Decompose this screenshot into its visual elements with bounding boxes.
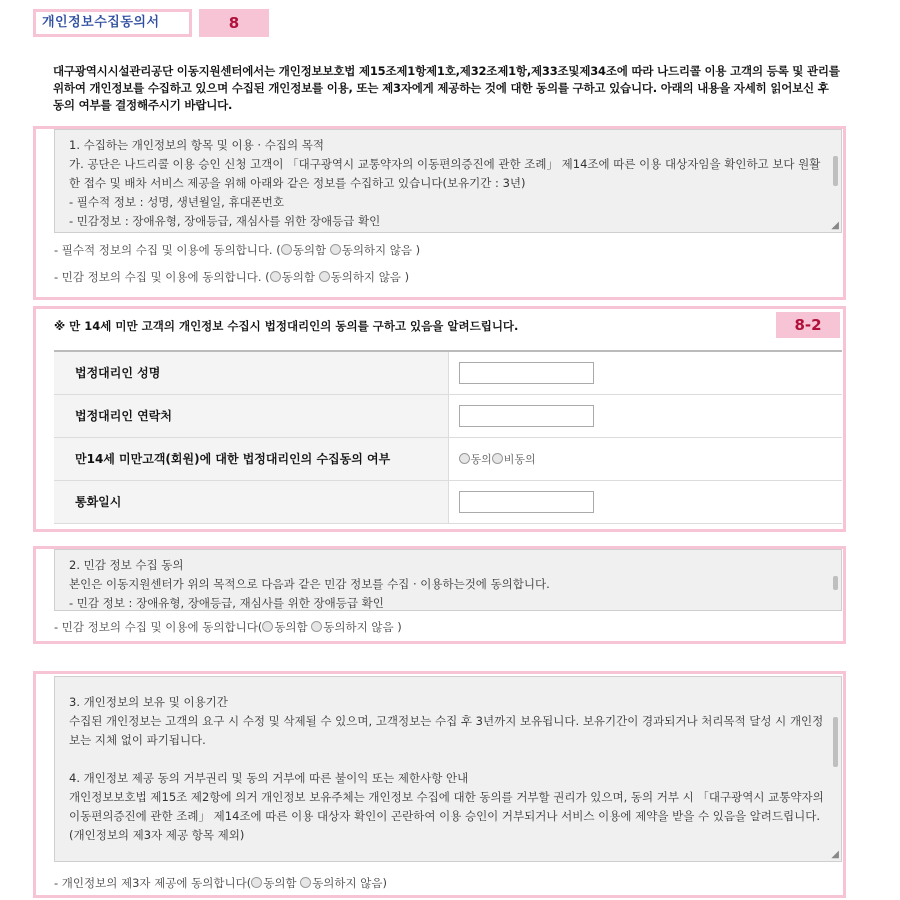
scrollbar[interactable] bbox=[833, 717, 838, 767]
agree-radio[interactable] bbox=[262, 621, 273, 632]
guardian-phone-label: 법정대리인 연락처 bbox=[54, 394, 448, 437]
required-info-consent bbox=[54, 242, 420, 258]
resize-handle-icon[interactable]: ◢ bbox=[831, 220, 839, 231]
consent-label: - 개인정보의 제3자 제공에 동의합니다( bbox=[54, 876, 252, 890]
call-datetime-label: 통화일시 bbox=[54, 480, 448, 523]
guardian-agree-radio[interactable] bbox=[459, 453, 470, 464]
consent-suffix: ) bbox=[412, 243, 421, 257]
consent-suffix: ) bbox=[382, 876, 388, 890]
agree-radio[interactable] bbox=[251, 877, 262, 888]
section-8-3 bbox=[33, 546, 846, 644]
table-row bbox=[54, 351, 842, 394]
disagree-radio[interactable] bbox=[330, 244, 341, 255]
disagree-label: 동의하지 않음 bbox=[330, 270, 401, 284]
sensitive-info-consent bbox=[54, 269, 409, 285]
form-title: 개인정보수집동의서 bbox=[33, 9, 192, 37]
disagree-radio[interactable] bbox=[300, 877, 311, 888]
guardian-name-input[interactable] bbox=[459, 362, 594, 384]
call-datetime-input[interactable] bbox=[459, 491, 594, 513]
scrollbar[interactable] bbox=[833, 156, 838, 186]
disagree-label: 동의하지 않음 bbox=[312, 876, 383, 890]
guardian-form bbox=[54, 350, 842, 524]
step-badge: 8-2 bbox=[776, 312, 840, 338]
consent-label: - 민감 정보의 수집 및 이용에 동의합니다( bbox=[54, 620, 263, 634]
resize-handle-icon[interactable]: ◢ bbox=[831, 849, 839, 860]
terms-line: 개인정보보호법 제15조 제2항에 의거 개인정보 보유주체는 개인정보 수집에 대한 동의를 거부할 권리가 있으며, 동의 거부 시 「대구광역시 교통약자의 이동편의증진에 관한 조례」 제14조에 따른 이용 대상자 확인이 곤란하여 이용 승인이 거부되거나 서비스 이용에 제약을 받을 수 있음을 알려드립니다. (개인정보의 제3자 제공 항목 제외) bbox=[69, 790, 824, 842]
consent-suffix: ) bbox=[400, 270, 410, 284]
table-row bbox=[54, 394, 842, 437]
sensitive-terms-textarea[interactable] bbox=[54, 549, 842, 611]
consent-suffix: ) bbox=[393, 620, 402, 634]
section-8-2 bbox=[33, 306, 846, 532]
disagree-label: 동의하지 않음 bbox=[323, 620, 394, 634]
consent-label: - 필수적 정보의 수집 및 이용에 동의합니다. ( bbox=[54, 243, 281, 257]
terms-line: 수집된 개인정보는 고객의 요구 시 수정 및 삭제될 수 있으며, 고객정보는 수집 후 3년까지 보유됩니다. 보유기간이 경과되거나 처리목적 달성 시 개인정보는 지체 없이 파기됩니다. bbox=[69, 714, 824, 747]
section-8-1 bbox=[33, 126, 846, 300]
terms-line: 4. 개인정보 제공 동의 거부권리 및 동의 거부에 따른 불이익 또는 제한사항 안내 bbox=[69, 771, 469, 785]
privacy-terms-textarea[interactable] bbox=[54, 129, 842, 233]
agree-label: 동의함 bbox=[292, 243, 327, 257]
agree-radio[interactable] bbox=[281, 244, 292, 255]
retention-terms-textarea[interactable] bbox=[54, 676, 842, 862]
agree-label: 동의 bbox=[470, 452, 492, 466]
table-row bbox=[54, 480, 842, 523]
guardian-notice: ※ 만 14세 미만 고객의 개인정보 수집시 법정대리인의 동의를 구하고 있음을 알려드립니다. bbox=[54, 319, 519, 333]
guardian-phone-input[interactable] bbox=[459, 405, 594, 427]
terms-line: 1. 수집하는 개인정보의 항목 및 이용 · 수집의 목적 bbox=[69, 138, 324, 152]
guardian-disagree-radio[interactable] bbox=[492, 453, 503, 464]
agree-label: 동의함 bbox=[281, 270, 315, 284]
intro-text: 대구광역시시설관리공단 이동지원센터에서는 개인정보보호법 제15조제1항제1호,제32조제1항,제33조및제34조에 따라 나드리콜 이용 고객의 등록 및 관리를 위하여 개인정보를 수집하고 있으며 수집된 개인정보를 이용, 또는 제3자에게 제공하는 것에 대한 동의를 구하고 있습니다. 아래의 내용을 자세히 읽어보신 후 동의 여부를 결정해주시기 바랍니다. bbox=[53, 64, 840, 112]
terms-line: - 필수적 정보 : 성명, 생년월일, 휴대폰번호 bbox=[69, 195, 285, 209]
agree-label: 동의함 bbox=[274, 620, 308, 634]
disagree-label: 동의하지 않음 bbox=[341, 243, 413, 257]
terms-line: - 민감정보 : 장애유형, 장애등급, 재심사를 위한 장애등급 확인 bbox=[69, 214, 381, 228]
sensitive-info-consent bbox=[54, 619, 402, 635]
guardian-consent-label: 만14세 미만고객(회원)에 대한 법정대리인의 수집동의 여부 bbox=[54, 437, 448, 480]
consent-label: - 민감 정보의 수집 및 이용에 동의합니다. ( bbox=[54, 270, 270, 284]
table-row bbox=[54, 437, 842, 480]
terms-line: 가. 공단은 나드리콜 이용 승인 신청 고객이 「대구광역시 교통약자의 이동편의증진에 관한 조례」 제14조에 따른 이용 대상자임을 확인하고 보다 원활한 접수 및 배차 서비스 제공을 위해 아래와 같은 정보를 수집하고 있습니다(보유기간 : 3년) bbox=[69, 157, 821, 190]
third-party-consent bbox=[54, 875, 387, 891]
disagree-label: 비동의 bbox=[503, 452, 536, 466]
terms-line: 3. 개인정보의 보유 및 이용기간 bbox=[69, 695, 228, 709]
agree-radio[interactable] bbox=[270, 271, 281, 282]
terms-line: 본인은 이동지원센터가 위의 목적으로 다음과 같은 민감 정보를 수집 · 이용하는것에 동의합니다. bbox=[69, 577, 550, 591]
agree-label: 동의함 bbox=[263, 876, 297, 890]
terms-line: 2. 민감 정보 수집 동의 bbox=[69, 558, 184, 572]
disagree-radio[interactable] bbox=[311, 621, 322, 632]
guardian-name-label: 법정대리인 성명 bbox=[54, 351, 448, 394]
step-badge: 8 bbox=[199, 9, 269, 37]
terms-line: - 민감 정보 : 장애유형, 장애등급, 재심사를 위한 장애등급 확인 bbox=[69, 596, 384, 610]
section-8-4 bbox=[33, 671, 846, 898]
scrollbar[interactable] bbox=[833, 576, 838, 590]
disagree-radio[interactable] bbox=[319, 271, 330, 282]
